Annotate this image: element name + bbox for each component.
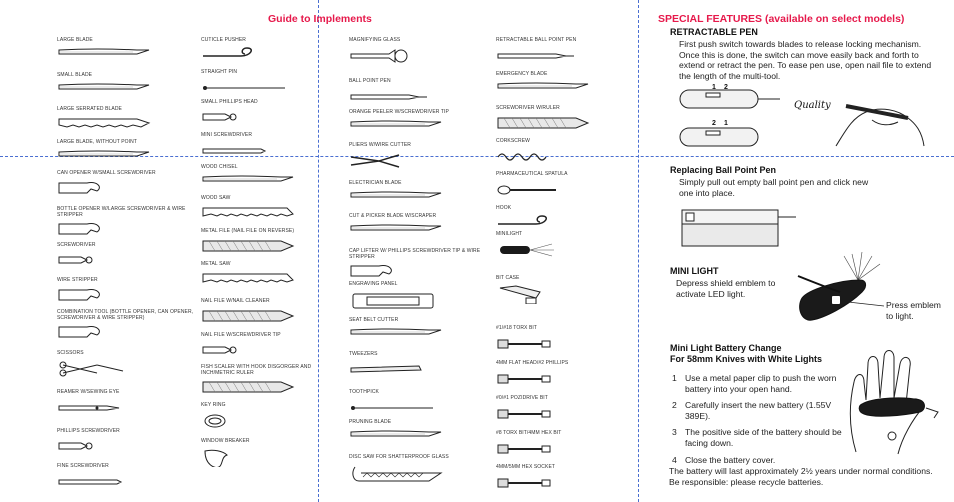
small-phillips-icon xyxy=(201,108,301,128)
implement-item xyxy=(57,38,197,66)
implement-item xyxy=(57,107,197,135)
implement-item xyxy=(349,390,489,418)
can-opener-icon xyxy=(57,179,157,199)
implement-item xyxy=(349,352,489,380)
step-number: 4 xyxy=(672,454,677,465)
callout-2-bottom: 2 xyxy=(712,120,716,127)
cap-lifter-icon xyxy=(349,262,449,282)
implement-label: TWEEZERS xyxy=(349,351,378,357)
implement-label: DISC SAW FOR SHATTERPROOF GLASS xyxy=(349,454,449,460)
retractable-pen-heading: RETRACTABLE PEN xyxy=(670,27,758,37)
replacing-pen-text: Simply pull out empty ball point pen and click new one into place. xyxy=(679,177,869,198)
pruning-blade-icon xyxy=(349,428,449,448)
knife-with-light-drawing xyxy=(798,276,866,320)
implement-item xyxy=(57,310,197,343)
large-serrated-blade-icon xyxy=(57,115,157,135)
implement-label: BIT CASE xyxy=(496,275,520,281)
magnifying-glass-icon xyxy=(349,46,449,66)
step-number: 2 xyxy=(672,400,677,411)
implement-label: METAL SAW xyxy=(201,261,231,267)
cuticle-pusher-icon xyxy=(201,46,301,66)
spatula-icon xyxy=(496,180,596,200)
implement-label: #8 TORX BIT/4MM HEX BIT xyxy=(496,430,562,436)
implement-item xyxy=(349,455,489,483)
step-text: The positive side of the battery should be facing down. xyxy=(685,427,842,448)
implement-label: CAN OPENER W/SMALL SCREWDRIVER xyxy=(57,170,156,176)
implement-label: LARGE BLADE xyxy=(57,37,93,43)
implement-label: KEY RING xyxy=(201,402,226,408)
implement-label: ORANGE PEELER W/SCREWDRIVER TIP xyxy=(349,109,449,115)
callout-1-bottom: 1 xyxy=(724,120,728,127)
mini-light-heading: MINI LIGHT xyxy=(670,266,719,276)
implement-item xyxy=(57,171,197,199)
torx-hex-bit-icon xyxy=(496,439,596,459)
implement-label: STRAIGHT PIN xyxy=(201,69,238,75)
implement-item xyxy=(496,72,636,100)
implement-label: #1/#18 TORX BIT xyxy=(496,325,538,331)
implement-label: EMERGENCY BLADE xyxy=(496,71,548,77)
knife-side-view-bottom xyxy=(680,128,758,146)
callout-1-top: 1 xyxy=(712,84,716,91)
implement-item xyxy=(201,100,341,128)
implement-item xyxy=(201,70,341,98)
implement-label: ENGRAVING PANEL xyxy=(349,281,398,287)
bottle-opener-icon xyxy=(57,220,157,240)
implement-label: CAP LIFTER W/ PHILLIPS SCREWDRIVER TIP & WIRE STRIPPER xyxy=(349,248,481,260)
battery-step xyxy=(672,427,842,448)
hex-socket-icon xyxy=(496,473,596,493)
metal-saw-icon xyxy=(201,270,301,290)
implement-label: PHILLIPS SCREWDRIVER xyxy=(57,428,120,434)
implement-item xyxy=(349,420,489,448)
implement-item xyxy=(57,390,197,418)
implement-label: WIRE STRIPPER xyxy=(57,277,98,283)
implement-label: NAIL FILE W/SCREWDRIVER TIP xyxy=(201,332,281,338)
recycle-note: Be responsible: please recycle batteries. xyxy=(669,477,824,487)
implement-label: PRUNING BLADE xyxy=(349,419,392,425)
implement-label: CORKSCREW xyxy=(496,138,530,144)
fold-line-vertical-2 xyxy=(638,0,639,502)
emergency-blade-icon xyxy=(496,80,596,100)
implement-label: SEAT BELT CUTTER xyxy=(349,317,399,323)
battery-drawing xyxy=(888,432,896,440)
implement-item xyxy=(349,38,489,66)
implement-item xyxy=(57,243,197,271)
implement-label: WINDOW BREAKER xyxy=(201,438,250,444)
step-text: Carefully insert the new battery (1.55V 389E). xyxy=(685,400,832,421)
disc-saw-icon xyxy=(349,463,449,483)
implement-label: SCREWDRIVER xyxy=(57,242,96,248)
implement-item xyxy=(496,465,636,493)
implement-item xyxy=(496,232,636,260)
implement-item xyxy=(57,140,197,168)
engraving-panel-icon xyxy=(349,290,449,310)
pozidrive-bit-icon xyxy=(496,404,596,424)
flat-phillips-bit-icon xyxy=(496,369,596,389)
implement-label: FISH SCALER WITH HOOK DISGORGER AND INCH/METRIC RULER xyxy=(201,364,312,376)
cut-picker-blade-icon xyxy=(349,222,449,242)
implement-label: SMALL PHILLIPS HEAD xyxy=(201,99,258,105)
scissors-icon xyxy=(57,359,157,379)
pliers-icon xyxy=(349,151,449,171)
implement-item xyxy=(349,79,489,107)
blade-without-point-icon xyxy=(57,148,157,168)
tweezers-icon xyxy=(349,360,449,380)
screwdriver-ruler-icon xyxy=(496,114,596,134)
implement-item xyxy=(57,207,197,240)
implement-label: SMALL BLADE xyxy=(57,72,93,78)
implement-label: MINI SCREWDRIVER xyxy=(201,132,253,138)
implement-item xyxy=(201,165,341,193)
electrician-blade-icon xyxy=(349,189,449,209)
implement-label: WOOD SAW xyxy=(201,195,231,201)
battery-steps xyxy=(672,373,842,471)
implement-item xyxy=(201,365,341,398)
fish-scaler-icon xyxy=(201,378,301,398)
paper-clip-drawing xyxy=(926,408,938,418)
implement-item xyxy=(349,318,489,346)
key-ring-icon xyxy=(201,411,301,431)
implement-item xyxy=(201,262,341,290)
ball-point-pen-icon xyxy=(349,87,449,107)
implement-label: FINE SCREWDRIVER xyxy=(57,463,109,469)
implement-item xyxy=(201,439,341,467)
torx-bit-icon xyxy=(496,334,596,354)
orange-peeler-icon xyxy=(349,118,449,138)
implement-item xyxy=(349,282,489,310)
implement-item xyxy=(496,396,636,424)
reamer-icon xyxy=(57,398,157,418)
toothpick-icon xyxy=(349,398,449,418)
implement-label: 4MM/5MM HEX SOCKET xyxy=(496,464,556,470)
nail-file-screwdriver-icon xyxy=(201,341,301,361)
implement-item xyxy=(496,38,636,66)
light-rays-drawing xyxy=(844,252,880,280)
combination-tool-icon xyxy=(57,323,157,343)
straight-pin-icon xyxy=(201,78,301,98)
implement-item xyxy=(201,403,341,431)
retractable-pen-illustration xyxy=(676,80,946,152)
implement-item xyxy=(496,276,636,304)
battery-step xyxy=(672,400,842,421)
implement-item xyxy=(496,172,636,200)
implement-label: 4MM FLAT HEAD/#2 PHILLIPS xyxy=(496,360,569,366)
implement-label: NAIL FILE W/NAIL CLEANER xyxy=(201,298,270,304)
small-blade-icon xyxy=(57,81,157,101)
phillips-screwdriver-icon xyxy=(57,437,157,457)
corkscrew-icon xyxy=(496,147,596,167)
hand-writing-drawing xyxy=(836,106,924,146)
implement-item xyxy=(201,229,341,257)
implement-label: LARGE SERRATED BLADE xyxy=(57,106,122,112)
implement-label: PHARMACEUTICAL SPATULA xyxy=(496,171,568,177)
step-number: 1 xyxy=(672,373,677,383)
wood-saw-icon xyxy=(201,204,301,224)
large-blade-icon xyxy=(57,46,157,66)
implement-item xyxy=(57,278,197,306)
implement-label: PLIERS W/WIRE CUTTER xyxy=(349,142,412,148)
implement-label: SCISSORS xyxy=(57,350,84,356)
knife-in-hand-drawing xyxy=(859,398,924,416)
implement-label: CUTICLE PUSHER xyxy=(201,37,247,43)
retractable-pen-text: First push switch towards blades to release locking mechanism. Once this is done, the switch can move easily back and forth to extend or retract the pen. To ease pen use, open nail file to extend the length of the multi-tool. xyxy=(679,39,932,81)
step-text: Use a metal paper clip to push the worn battery into your open hand. xyxy=(685,373,837,394)
special-features-title: SPECIAL FEATURES (available on select models) xyxy=(658,13,905,25)
implement-label: MAGNIFYING GLASS xyxy=(349,37,401,43)
screwdriver-icon xyxy=(57,251,157,271)
implement-item xyxy=(201,196,341,224)
mini-light-text: Depress shield emblem to activate LED light. xyxy=(676,278,776,299)
implement-label: RETRACTABLE BALL POINT PEN xyxy=(496,37,577,43)
guide-title: Guide to Implements xyxy=(268,13,372,25)
metal-file-icon xyxy=(201,237,301,257)
battery-heading-line-1: Mini Light Battery Change xyxy=(670,343,782,353)
battery-change-illustration xyxy=(842,342,942,460)
nail-file-icon xyxy=(201,307,301,327)
implement-label: REAMER W/SEWING EYE xyxy=(57,389,120,395)
implement-label: ELECTRICIAN BLADE xyxy=(349,180,402,186)
implement-label: SCREWDRIVER W/RULER xyxy=(496,105,560,111)
implement-label: MINILIGHT xyxy=(496,231,523,237)
fine-screwdriver-icon xyxy=(57,472,157,492)
implement-item xyxy=(496,106,636,134)
implement-label: BALL POINT PEN xyxy=(349,78,391,84)
implement-label: WOOD CHISEL xyxy=(201,164,238,170)
battery-step xyxy=(672,373,842,394)
wire-stripper-icon xyxy=(57,286,157,306)
callout-2-top: 2 xyxy=(724,84,728,91)
implement-item xyxy=(349,110,489,138)
implement-label: METAL FILE (NAIL FILE ON REVERSE) xyxy=(201,228,295,234)
implement-item xyxy=(496,361,636,389)
implement-item xyxy=(496,326,636,354)
implement-label: COMBINATION TOOL (BOTTLE OPENER, CAN OPENER, SCREWDRIVER & WIRE STRIPPER) xyxy=(57,309,194,321)
implement-item xyxy=(57,464,197,492)
step-number: 3 xyxy=(672,427,677,438)
implement-label: #0/#1 POZIDRIVE BIT xyxy=(496,395,548,401)
implement-item xyxy=(496,206,636,234)
implement-label: LARGE BLADE, WITHOUT POINT xyxy=(57,139,138,145)
implement-item xyxy=(496,431,636,459)
knife-side-view-top xyxy=(680,90,780,108)
window-breaker-icon xyxy=(201,447,301,467)
retractable-pen-icon xyxy=(496,46,596,66)
implement-label: BOTTLE OPENER W/LARGE SCREWDRIVER & WIRE STRIPPER xyxy=(57,206,186,218)
quality-script: Quality xyxy=(794,100,831,111)
implement-item xyxy=(349,214,489,242)
press-emblem-callout: Press emblem to light. xyxy=(886,300,941,321)
implement-label: TOOTHPICK xyxy=(349,389,379,395)
implement-item xyxy=(57,73,197,101)
implement-item xyxy=(201,333,341,361)
implement-item xyxy=(57,351,197,379)
mini-light-illustration xyxy=(788,250,884,334)
mini-screwdriver-icon xyxy=(201,141,301,161)
battery-life-note: The battery will last approximately 2½ years under normal conditions. xyxy=(669,466,933,476)
implement-item xyxy=(201,38,341,66)
pen-refill-illustration xyxy=(678,206,800,250)
step-text: Close the battery cover. xyxy=(685,454,776,465)
bit-case-icon xyxy=(496,284,596,304)
pen-refill-drawing xyxy=(682,210,796,246)
battery-step xyxy=(672,455,842,466)
implement-label: HOOK xyxy=(496,205,512,211)
shield-emblem-drawing xyxy=(832,296,840,304)
battery-heading-line-2: For 58mm Knives with White Lights xyxy=(670,354,823,364)
seat-belt-cutter-icon xyxy=(349,326,449,346)
implement-item xyxy=(349,181,489,209)
implement-item xyxy=(201,133,341,161)
implement-label: CUT & PICKER BLADE W/SCRAPER xyxy=(349,213,437,219)
implement-item xyxy=(201,299,341,327)
implement-item xyxy=(57,429,197,457)
replacing-pen-heading: Replacing Ball Point Pen xyxy=(670,165,777,175)
implement-item xyxy=(496,139,636,167)
implement-item xyxy=(349,143,489,171)
wood-chisel-icon xyxy=(201,173,301,193)
minilight-icon xyxy=(496,240,596,260)
implement-item xyxy=(349,249,489,282)
